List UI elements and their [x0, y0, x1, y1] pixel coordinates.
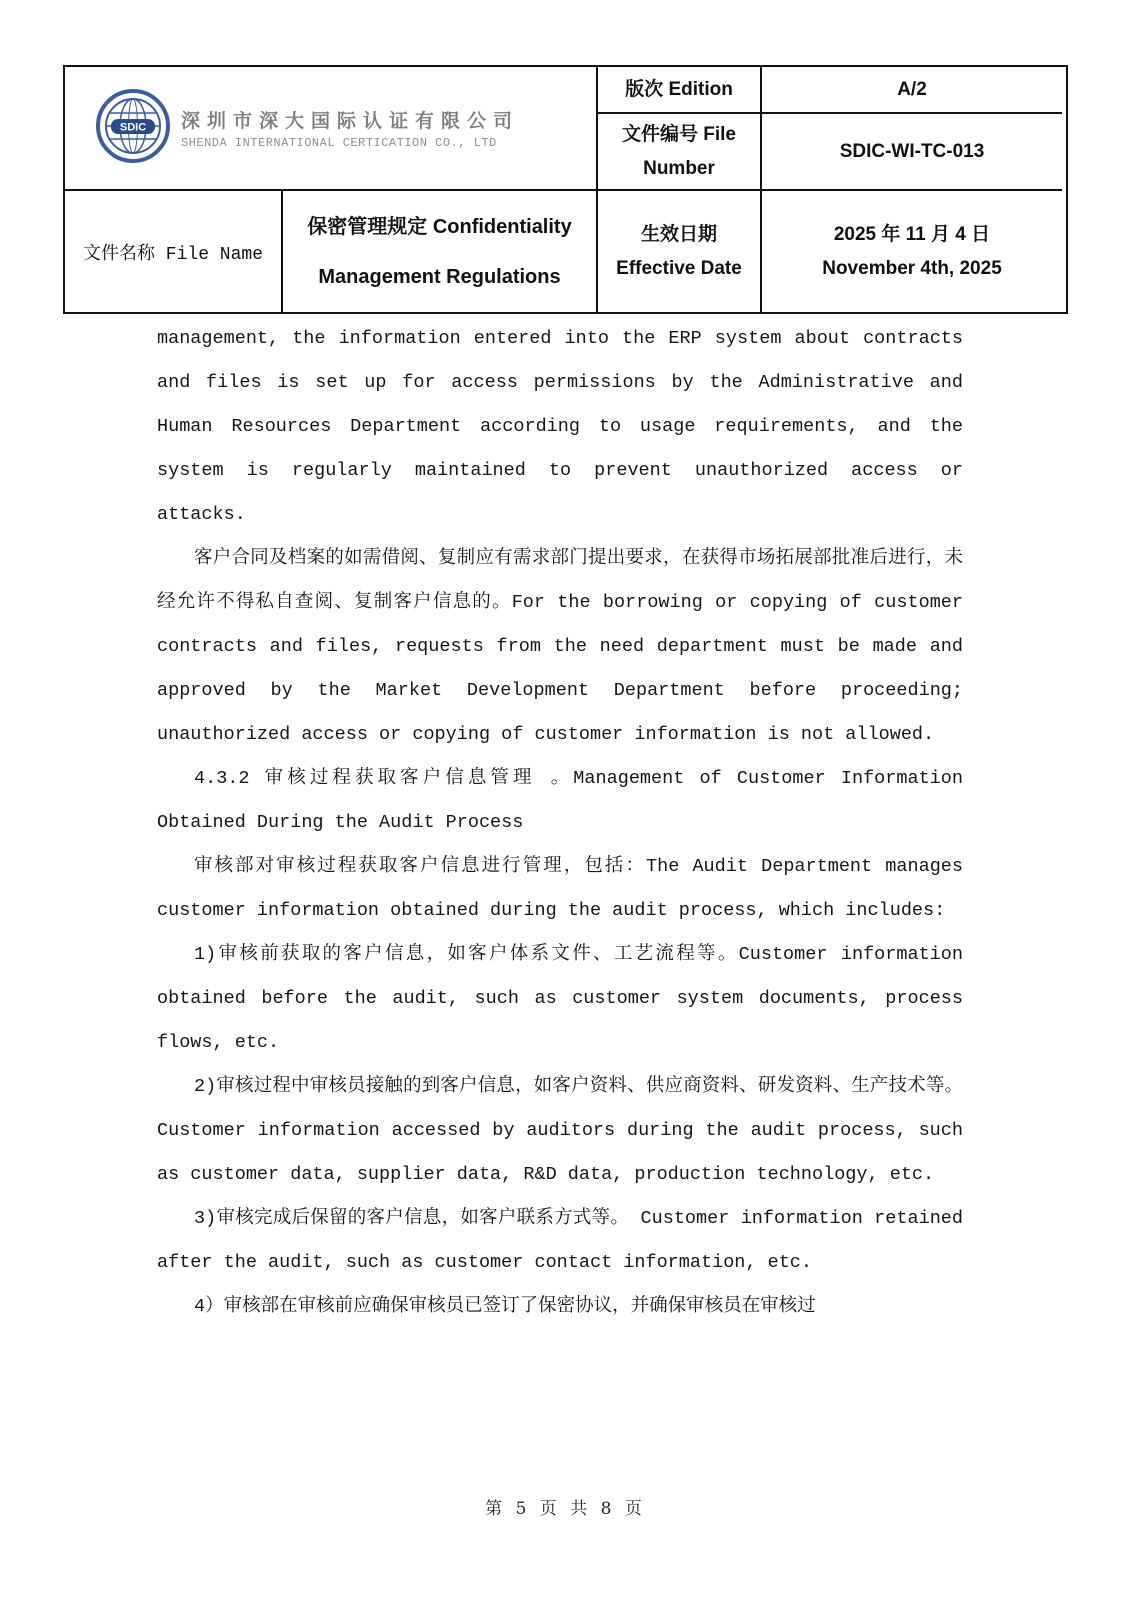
paragraph: 客户合同及档案的如需借阅、复制应有需求部门提出要求，在获得市场拓展部批准后进行，未经允许不得私自查阅、复制客户信息的。For the borrowing or copying of customer contracts and files, requests from the need department must be made and approved by the Market Development Department before proceeding; unauthorized access or copying of customer information is not allowed.: [157, 548, 963, 745]
paragraph: 审核部对审核过程获取客户信息进行管理，包括：The Audit Department manages customer information obtained during the audit process, which includes:: [157, 856, 963, 921]
file-name-label: 文件名称 File Name: [65, 191, 283, 312]
company-header-cell: [65, 67, 598, 191]
paragraph: 4）审核部在审核前应确保审核员已签订了保密协议，并确保审核员在审核过: [194, 1296, 816, 1317]
company-names: [181, 106, 519, 150]
file-name-value: [283, 191, 598, 312]
effective-date-value-cn: 2025 年 11 月 4 日: [833, 224, 991, 246]
document-body: [157, 317, 963, 1329]
paragraph: management, the information entered into the ERP system about contracts and files is set up for access permissions by the Administrative and Human Resources Department according to usage requirements, and the system is regularly maintained to prevent unauthorized access or attacks.: [157, 328, 963, 525]
file-number-label: 文件编号 File Number: [598, 114, 762, 191]
effective-date-label-cn: 生效日期: [640, 224, 717, 246]
company-name-cn: 深圳市深大国际认证有限公司: [181, 110, 520, 132]
company-name-en: SHENDA INTERNATIONAL CERTICATION CO., LTD: [181, 136, 497, 150]
file-number-value: SDIC-WI-TC-013: [762, 114, 1062, 191]
edition-value: A/2: [762, 67, 1062, 114]
effective-date-value: [762, 191, 1062, 312]
company-logo: [95, 88, 171, 169]
file-name-value-line2: Management Regulations: [318, 265, 561, 288]
paragraph: 2)审核过程中审核员接触的到客户信息，如客户资料、供应商资料、研发资料、生产技术等。 Customer information accessed by auditors during the audit process, such as customer data, supplier data, R&D data, production technology, etc.: [157, 1076, 963, 1185]
page-number: 第 5 页 共 8 页: [485, 1499, 646, 1519]
paragraph: 3)审核完成后保留的客户信息，如客户联系方式等。 Customer information retained after the audit, such as customer contact information, etc.: [157, 1208, 963, 1273]
effective-date-value-en: November 4th, 2025: [822, 257, 1002, 279]
effective-date-label-en: Effective Date: [616, 257, 742, 279]
effective-date-label: [598, 191, 762, 312]
paragraph: 4.3.2 审核过程获取客户信息管理 。Management of Customer Information Obtained During the Audit Process: [157, 768, 963, 833]
sdic-logo-icon: [95, 88, 171, 164]
header-table: [63, 65, 1068, 314]
file-name-value-line1: 保密管理规定 Confidentiality: [307, 215, 572, 238]
paragraph: 1)审核前获取的客户信息，如客户体系文件、工艺流程等。Customer information obtained before the audit, such as customer system documents, process flows, etc.: [157, 944, 963, 1053]
logo-text: SDIC: [119, 121, 147, 133]
edition-label: 版次 Edition: [598, 67, 762, 114]
